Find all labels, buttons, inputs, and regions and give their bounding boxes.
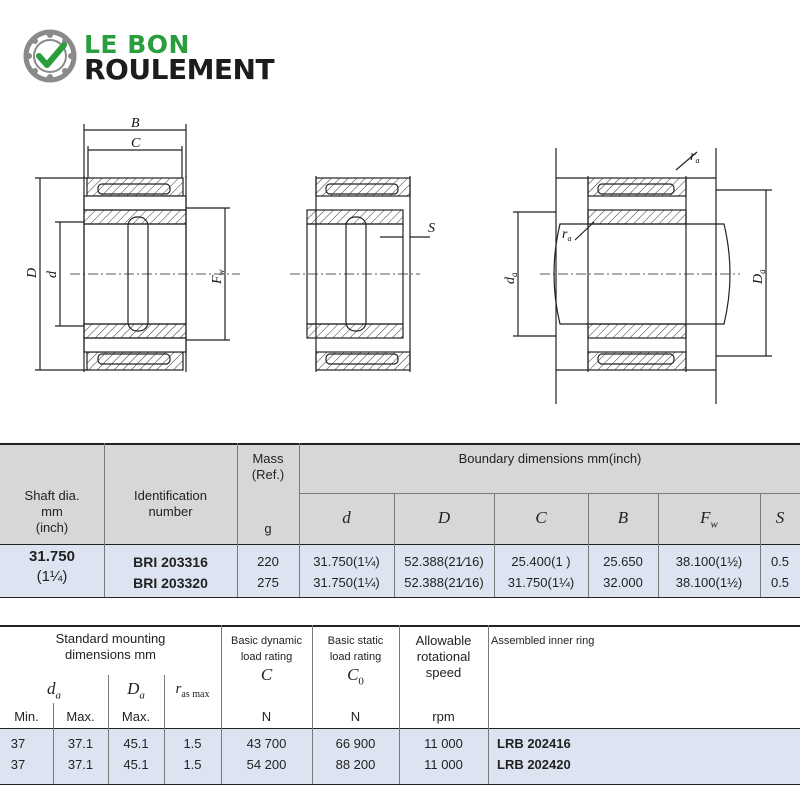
d-row-1: 31.750(1¼)	[313, 554, 380, 569]
shaft-value: 31.750	[29, 548, 75, 565]
C0-row-1: 66 900	[335, 736, 376, 751]
shaft-inch: (1¼)	[36, 568, 68, 585]
dynamic-load-header: Basic dynamic load rating	[231, 635, 302, 663]
Fw-row-2: 38.100(1½)	[675, 575, 743, 590]
mounting-header: Standard mounting dimensions mm	[55, 631, 166, 662]
subheader-max: Max.	[66, 709, 95, 724]
mass-row-1: 220	[257, 554, 279, 569]
symbol-da: $d_a$	[47, 679, 61, 702]
dim-label-Fw: $F_w$	[210, 269, 226, 284]
col-B: B	[617, 508, 629, 527]
brand-logo	[22, 26, 322, 86]
dim-label-D: D	[25, 267, 40, 278]
dim-label-Da: $D_a$	[751, 269, 767, 284]
dim-label-C: C	[131, 136, 141, 151]
mass-unit: g	[264, 521, 272, 536]
bearing-check-icon	[22, 28, 78, 84]
Fw-row-1: 38.100(1½)	[675, 554, 743, 569]
col-C: C	[535, 508, 547, 527]
inner-ring-header: Assembled inner ring	[491, 635, 595, 647]
identification-header: Identification number	[134, 488, 207, 519]
B-row-1: 25.650	[603, 554, 643, 569]
identification-row-1: BRI 203316	[133, 554, 208, 570]
mass-row-2: 275	[257, 575, 279, 590]
D-row-2: 52.388(21⁄16)	[404, 575, 484, 590]
logo-text-top: LE BON	[84, 30, 190, 59]
max-row-1: 37.1	[67, 736, 94, 751]
dim-label-ra-top: $r_a$	[690, 149, 700, 165]
max-row-2: 37.1	[67, 757, 94, 772]
col-S: S	[775, 508, 785, 527]
bearing-section-1	[84, 176, 186, 372]
mass-header: Mass (Ref.)	[251, 451, 285, 482]
subheader-min: Min.	[14, 709, 39, 724]
symbol-Da: $D_a$	[127, 679, 145, 702]
identification-row-2: BRI 203320	[133, 575, 208, 591]
r-row-1: 1.5	[183, 736, 202, 751]
static-load-header: Basic static load rating	[327, 635, 384, 663]
dim-label-B: B	[131, 116, 140, 131]
S-row-2: 0.5	[770, 575, 790, 590]
S-row-1: 0.5	[770, 554, 790, 569]
C-dyn-row-1: 43 700	[246, 736, 287, 751]
dim-label-da: $d_a$	[503, 272, 519, 284]
B-row-2: 32.000	[603, 575, 643, 590]
subheader-dyn-unit: N	[261, 709, 272, 724]
subheader-speed-unit: rpm	[432, 709, 455, 724]
min-row-2: 37	[10, 757, 26, 772]
min-row-1: 37	[10, 736, 26, 751]
speed-row-1: 11 000	[424, 736, 463, 751]
speed-row-2: 11 000	[424, 757, 463, 772]
logo-text-bottom: ROULEMENT	[84, 53, 275, 86]
C-row-1: 25.400(1 )	[511, 554, 571, 569]
r-row-2: 1.5	[183, 757, 202, 772]
col-d: d	[342, 508, 351, 527]
symbol-C0: $C_0$	[347, 665, 364, 688]
C0-row-2: 88 200	[335, 757, 376, 772]
mounting-load-table	[0, 625, 800, 800]
mounting-section	[554, 148, 730, 404]
d-row-2: 31.750(1¼)	[313, 575, 380, 590]
shaft-header: Shaft dia. mm (inch)	[24, 488, 80, 535]
symbol-C: C	[260, 665, 273, 684]
inner-ring-row-2: LRB 202420	[497, 757, 571, 772]
dim-label-ra-inner: $r_a$	[562, 227, 572, 243]
subheader-stat-unit: N	[350, 709, 361, 724]
dim-label-S: S	[428, 221, 435, 236]
C-row-2: 31.750(1¼)	[507, 575, 575, 590]
bearing-drawings	[0, 110, 800, 430]
boundary-dimensions-table	[0, 443, 800, 598]
Da-max-row-2: 45.1	[123, 757, 149, 772]
C-dyn-row-2: 54 200	[246, 757, 287, 772]
subheader-Da-max: Max.	[121, 709, 151, 724]
Da-max-row-1: 45.1	[123, 736, 149, 751]
D-row-1: 52.388(21⁄16)	[404, 554, 484, 569]
col-Fw: $F_w$	[700, 508, 718, 531]
dim-label-d: d	[45, 271, 60, 278]
boundary-header: Boundary dimensions mm(inch)	[458, 451, 642, 466]
inner-ring-row-1: LRB 202416	[497, 736, 571, 751]
speed-header: Allowable rotational speed	[415, 633, 472, 680]
symbol-ras-max: $r_{as max}$	[175, 681, 210, 700]
col-D: D	[437, 508, 451, 527]
